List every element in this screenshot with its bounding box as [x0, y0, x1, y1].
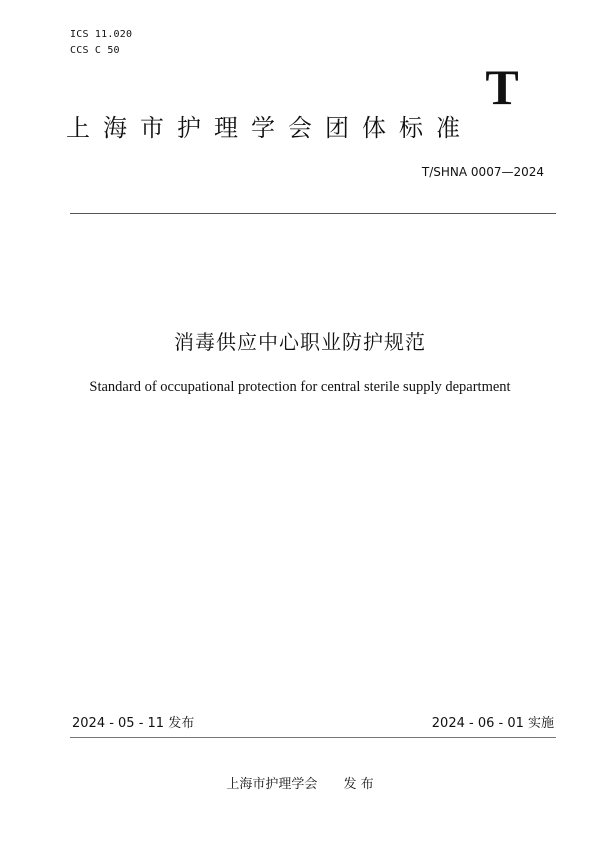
ics-code: ICS 11.020 [70, 29, 133, 40]
standard-category-letter: T [485, 59, 519, 115]
document-title-en: Standard of occupational protection for central sterile supply department [89, 379, 511, 395]
implementation-date: 2024 - 06 - 01 实施 [431, 716, 554, 731]
issue-date: 2024 - 05 - 11 发布 [72, 716, 195, 731]
publisher-line [0, 776, 600, 794]
header-divider [70, 213, 556, 214]
footer-divider [70, 737, 556, 738]
publish-label: 发 布 [343, 777, 374, 792]
ccs-code: CCS C 50 [70, 45, 120, 56]
publisher-name: 上海市护理学会 [226, 777, 318, 792]
document-title-zh: 消毒供应中心职业防护规范 [174, 330, 426, 354]
standard-number: T/SHNA 0007—2024 [421, 165, 544, 179]
organization-standard-title: 上海市护理学会团体标准 [66, 114, 473, 142]
